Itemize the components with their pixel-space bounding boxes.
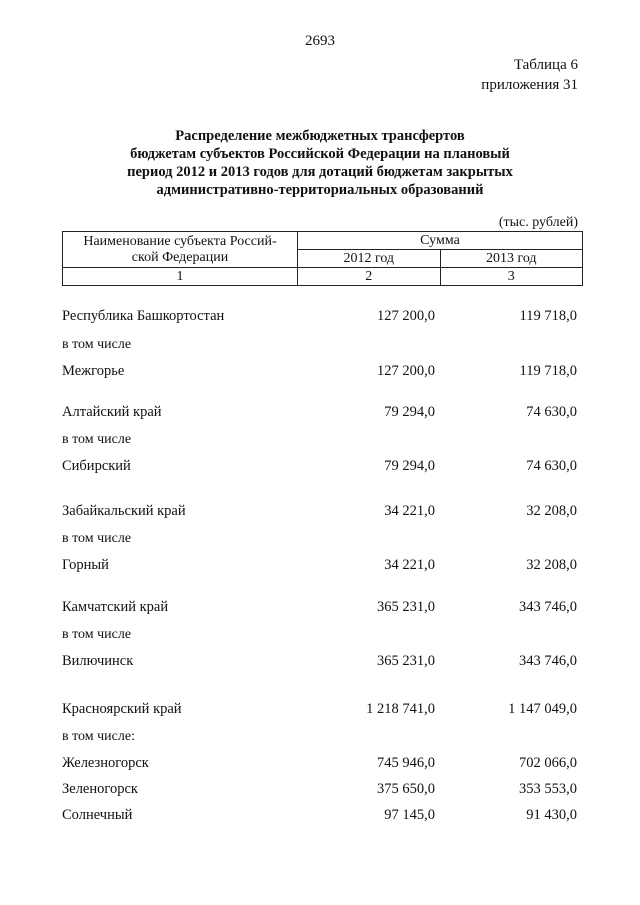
table-row xyxy=(62,458,583,478)
table-row xyxy=(62,557,583,577)
row-value-2012: 127 200,0 xyxy=(377,363,435,379)
row-name: Забайкальский край xyxy=(62,503,186,519)
title-line2: бюджетам субъектов Российской Федерации на плановый xyxy=(130,146,510,162)
table-row xyxy=(62,531,583,551)
header-sum: Сумма xyxy=(298,232,583,250)
table-row xyxy=(62,599,583,619)
table-row xyxy=(62,503,583,523)
row-value-2013: 74 630,0 xyxy=(526,404,577,420)
row-name: в том числе xyxy=(62,337,132,352)
row-value-2012: 127 200,0 xyxy=(377,308,435,324)
header-name-line2: ской Федерации xyxy=(131,249,229,265)
row-name: Красноярский край xyxy=(62,701,182,717)
row-value-2013: 343 746,0 xyxy=(519,653,577,669)
document-title xyxy=(70,127,570,199)
table-row xyxy=(62,627,583,647)
row-name: Межгорье xyxy=(62,363,125,379)
header-col-1: 1 xyxy=(63,268,298,286)
header-name-cell xyxy=(63,232,298,268)
row-name: в том числе xyxy=(62,432,132,447)
table-row xyxy=(62,308,583,328)
title-line4: административно-территориальных образований xyxy=(156,182,484,198)
row-value-2013: 1 147 049,0 xyxy=(508,701,577,717)
units-label: (тыс. рублей) xyxy=(498,215,578,230)
table-ref-line2: приложения 31 xyxy=(481,77,578,93)
row-name: Солнечный xyxy=(62,807,133,823)
table-ref-line1: Таблица 6 xyxy=(513,57,578,73)
table-row xyxy=(62,781,583,801)
row-name: Горный xyxy=(62,557,109,573)
row-value-2012: 365 231,0 xyxy=(377,653,435,669)
table-row xyxy=(62,755,583,775)
header-year-2012: 2012 год xyxy=(298,250,441,268)
table-row xyxy=(62,807,583,827)
header-col-3: 3 xyxy=(440,268,583,286)
row-value-2013: 119 718,0 xyxy=(519,363,577,379)
row-value-2012: 1 218 741,0 xyxy=(366,701,435,717)
header-col-2: 2 xyxy=(298,268,441,286)
title-line3: период 2012 и 2013 годов для дотаций бюджетам закрытых xyxy=(127,164,513,180)
row-value-2012: 745 946,0 xyxy=(377,755,435,771)
row-name: в том числе xyxy=(62,627,132,642)
table-row xyxy=(62,337,583,357)
table-row xyxy=(62,701,583,721)
row-value-2012: 97 145,0 xyxy=(384,807,435,823)
row-value-2012: 34 221,0 xyxy=(384,557,435,573)
row-name: Алтайский край xyxy=(62,404,162,420)
table-row xyxy=(62,404,583,424)
header-year-2013: 2013 год xyxy=(440,250,583,268)
row-value-2013: 353 553,0 xyxy=(519,781,577,797)
row-value-2012: 34 221,0 xyxy=(384,503,435,519)
row-value-2013: 91 430,0 xyxy=(526,807,577,823)
row-value-2012: 375 650,0 xyxy=(377,781,435,797)
row-value-2013: 74 630,0 xyxy=(526,458,577,474)
page-number: 2693 xyxy=(305,33,335,49)
row-name: Вилючинск xyxy=(62,653,134,669)
table-row xyxy=(62,729,583,749)
row-value-2013: 702 066,0 xyxy=(519,755,577,771)
title-line1: Распределение межбюджетных трансфертов xyxy=(175,128,465,144)
table-row xyxy=(62,432,583,452)
table-row xyxy=(62,653,583,673)
row-value-2013: 32 208,0 xyxy=(526,557,577,573)
table-header xyxy=(62,231,583,286)
row-value-2012: 79 294,0 xyxy=(384,404,435,420)
row-name: в том числе xyxy=(62,531,132,546)
row-value-2013: 119 718,0 xyxy=(519,308,577,324)
row-name: Сибирский xyxy=(62,458,131,474)
row-name: Камчатский край xyxy=(62,599,169,615)
row-name: Зеленогорск xyxy=(62,781,138,797)
row-value-2012: 79 294,0 xyxy=(384,458,435,474)
row-value-2012: 365 231,0 xyxy=(377,599,435,615)
row-name: Республика Башкортостан xyxy=(62,308,225,324)
row-name: в том числе: xyxy=(62,729,135,744)
row-value-2013: 343 746,0 xyxy=(519,599,577,615)
row-name: Железногорск xyxy=(62,755,149,771)
table-reference xyxy=(481,55,578,95)
table-row xyxy=(62,363,583,383)
row-value-2013: 32 208,0 xyxy=(526,503,577,519)
header-name-line1: Наименование субъекта Россий- xyxy=(83,233,277,249)
